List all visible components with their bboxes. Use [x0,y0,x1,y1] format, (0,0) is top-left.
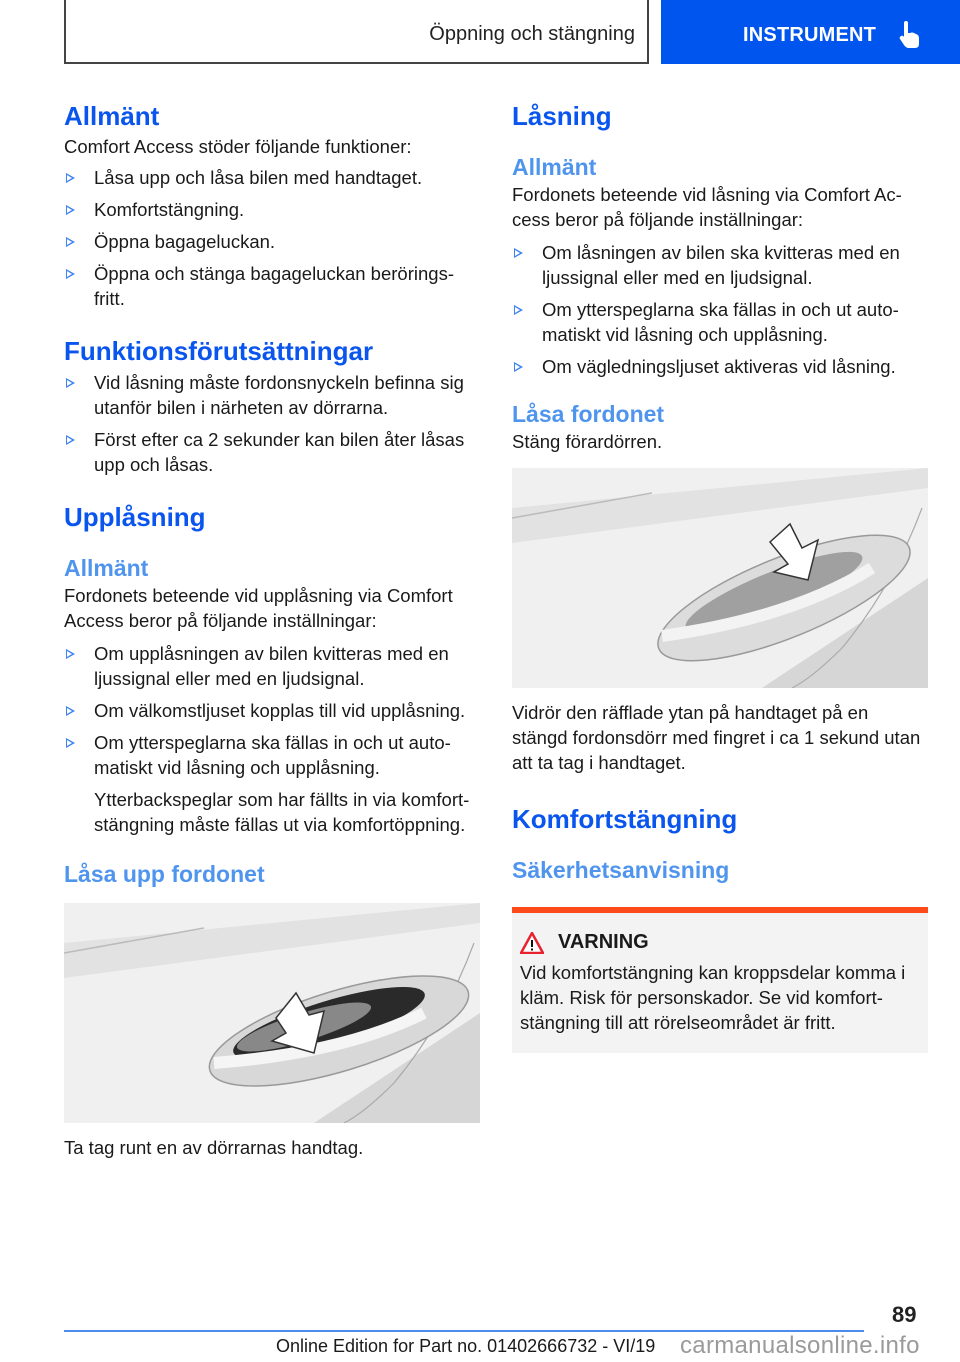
left-column [64,100,480,1160]
warning-label: VARNING [558,931,649,953]
forutsattningar-list [64,370,480,477]
lasa-intro: Stäng förardörren. [512,431,663,452]
bullet-triangle-icon [66,706,75,716]
allmant-intro: Comfort Access stöder följande funktioner: [64,136,412,157]
bullet-triangle-icon [66,649,75,659]
upplasning-intro: Fordonets beteende vid upplåsning via Comfort Access beror på följande inställningar: [64,585,453,631]
bullet-triangle-icon [514,305,523,315]
watermark: carmanualsonline.info [680,1332,920,1359]
heading-upplasning: Upplåsning [64,502,206,532]
list-item: Om välkomstljuset kopplas till vid upplåsning. [64,698,480,723]
bullet-triangle-icon [66,378,75,388]
warning-title [520,931,920,954]
hand-pointer-icon [898,21,920,49]
list-item: Vid låsning måste fordonsnyckeln befinna sig utanför bilen i närheten av dörrarna. [64,370,480,420]
bullet-triangle-icon [66,738,75,748]
upplasning-list [64,641,480,780]
door-handle-touch-illustration [512,468,928,688]
list-item: Först efter ca 2 sekunder kan bilen åter låsas upp och låsas. [64,427,480,477]
subheading-allmant: Allmänt [64,555,149,581]
page-number: 89 [892,1302,917,1327]
bullet-triangle-icon [66,205,75,215]
lasa-upp-caption: Ta tag runt en av dörrarnas handtag. [64,1137,364,1158]
upplasning-note: Ytterbackspeglar som har fällts in via komfort-stängning måste fällas ut via komfortöppning. [94,789,470,835]
heading-allmant: Allmänt [64,101,160,131]
list-item: Om ytterspeglarna ska fällas in och ut auto-matiskt vid låsning och upplåsning. [512,297,928,347]
warning-box [512,907,928,1053]
door-handle-grip-illustration [64,903,480,1123]
lasning-list [512,240,928,379]
subheading-lasa-fordonet: Låsa fordonet [512,401,665,427]
chapter-header [64,0,649,64]
subheading-allmant: Allmänt [512,154,597,180]
lasa-caption: Vidrör den räfflade ytan på handtaget på en stängd fordonsdörr med fingret i ca 1 sekund utan att ta tag i handtaget. [512,702,921,773]
subheading-lasa-upp-fordonet: Låsa upp fordonet [64,861,265,887]
list-item: Öppna och stänga bagageluckan berörings-fritt. [64,261,480,311]
list-item: Öppna bagageluckan. [64,229,480,254]
allmant-list [64,165,480,311]
heading-funktionsforutsattningar: Funktionsförutsättningar [64,336,374,366]
list-item: Om upplåsningen av bilen kvitteras med en ljussignal eller med en ljudsignal. [64,641,480,691]
right-column [512,100,928,1053]
list-item: Om ytterspeglarna ska fällas in och ut auto-matiskt vid låsning och upplåsning. [64,730,480,780]
bullet-triangle-icon [514,362,523,372]
bullet-triangle-icon [66,435,75,445]
bullet-triangle-icon [66,269,75,279]
section-tab-label: INSTRUMENT [743,23,877,46]
list-item: Om låsningen av bilen ska kvitteras med en ljussignal eller med en ljudsignal. [512,240,928,290]
heading-lasning: Låsning [512,101,612,131]
heading-komfortstangning: Komfortstängning [512,804,738,834]
bullet-triangle-icon [514,248,523,258]
bullet-triangle-icon [66,173,75,183]
list-item: Om vägledningsljuset aktiveras vid låsning. [512,354,928,379]
list-item: Komfortstängning. [64,197,480,222]
chapter-title: Öppning och stängning [429,22,635,45]
edition-text: Online Edition for Part no. 01402666732 - VI/19 [276,1336,656,1356]
list-item: Låsa upp och låsa bilen med handtaget. [64,165,480,190]
lasning-intro: Fordonets beteende vid låsning via Comfort Ac-cess beror på följande inställningar: [512,184,902,230]
subheading-sakerhetsanvisning: Säkerhetsanvisning [512,857,730,883]
section-tab[interactable] [661,0,960,64]
warning-text: Vid komfortstängning kan kroppsdelar komma i kläm. Risk för personskador. Se vid komfort-stängning till att rörelseområdet är fritt. [520,962,906,1033]
bullet-triangle-icon [66,237,75,247]
warning-triangle-icon [520,932,544,954]
